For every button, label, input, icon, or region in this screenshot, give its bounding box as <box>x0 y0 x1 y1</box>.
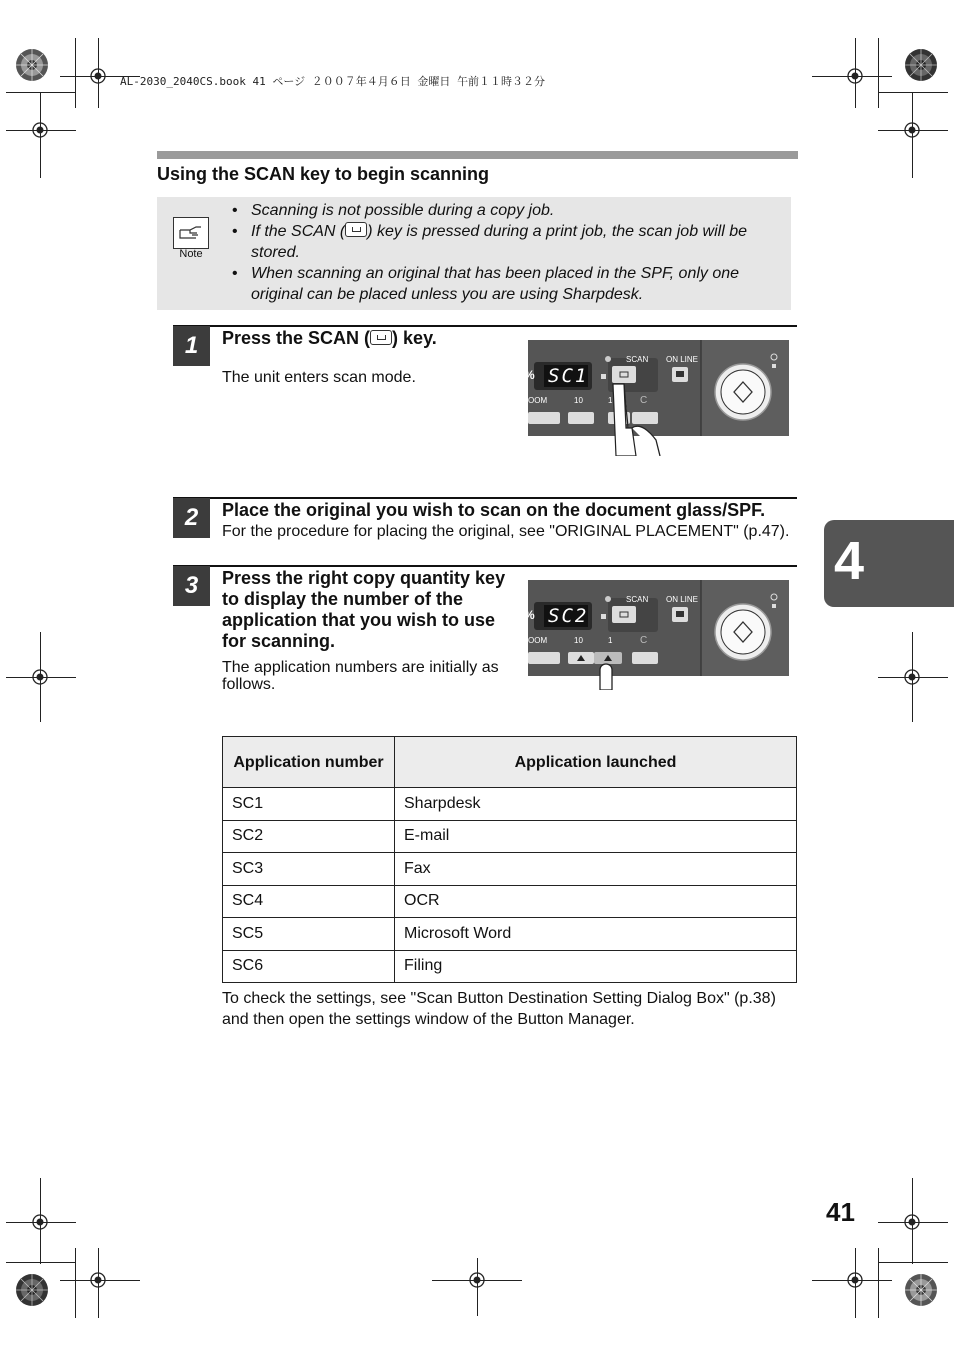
table-row <box>223 950 797 983</box>
registration-mark-icon <box>87 65 109 87</box>
step-3-title: Press the right copy quantity key to display the number of the application that you wish to use for scanning. <box>222 568 506 651</box>
page-number: 41 <box>826 1197 855 1227</box>
note-pointing-hand-icon <box>173 217 209 249</box>
table-cell: E-mail <box>395 820 797 853</box>
note-item: • Scanning is not possible during a copy job. <box>232 200 777 221</box>
operation-panel-scan-illustration: % SC1 SCAN ON LINE OOM 10 1 C <box>528 340 789 456</box>
table-row <box>223 885 797 918</box>
registration-mark-icon <box>844 65 866 87</box>
table-cell: Microsoft Word <box>395 918 797 951</box>
note-label: Note <box>179 248 203 260</box>
rosette-mark-icon <box>904 48 938 82</box>
registration-mark-icon <box>901 666 923 688</box>
step-1-text: The unit enters scan mode. <box>222 369 416 386</box>
step-3-number: 3 <box>173 566 210 606</box>
table-cell: Filing <box>395 950 797 983</box>
registration-mark-icon <box>29 119 51 141</box>
table-row <box>223 820 797 853</box>
registration-mark-icon <box>29 666 51 688</box>
section-title: Using the SCAN key to begin scanning <box>157 164 490 184</box>
scan-key-icon <box>345 222 367 237</box>
step-1-title: Press the SCAN ( ) key. <box>222 328 437 348</box>
scan-key-icon <box>370 330 392 345</box>
table-cell: SC6 <box>223 950 395 983</box>
step-2-rule <box>173 497 797 499</box>
note-list <box>232 200 777 305</box>
footnote-text: To check the settings, see "Scan Button Destination Setting Dialog Box" (p.38) and then open the settings window of the Button Manager. <box>222 990 776 1028</box>
column-header: Application number <box>223 737 395 788</box>
registration-mark-icon <box>901 119 923 141</box>
step-3-text: The application numbers are initially as follows. <box>222 659 499 693</box>
chapter-tab: 4 <box>824 520 954 607</box>
registration-mark-icon <box>466 1269 488 1291</box>
step-2-number: 2 <box>173 498 210 538</box>
column-header: Application launched <box>395 737 797 788</box>
rosette-mark-icon <box>15 48 49 82</box>
table-cell: Fax <box>395 853 797 886</box>
table-cell: SC4 <box>223 885 395 918</box>
operation-panel-quantity-illustration: % SC2 SCAN ON LINE OOM 10 1 C <box>528 580 789 690</box>
application-table <box>222 736 797 983</box>
table-cell: OCR <box>395 885 797 918</box>
print-header: AL-2030_2040CS.book 41 ページ ２００７年４月６日 金曜日 午前１１時３２分 <box>120 75 545 88</box>
registration-mark-icon <box>29 1211 51 1233</box>
table-cell: SC2 <box>223 820 395 853</box>
step-2-text: For the procedure for placing the original, see "ORIGINAL PLACEMENT" (p.47). <box>222 523 790 540</box>
table-row <box>223 853 797 886</box>
table-cell: SC1 <box>223 788 395 821</box>
table-cell: Sharpdesk <box>395 788 797 821</box>
display-readout: SC1 <box>548 365 589 387</box>
table-row <box>223 918 797 951</box>
table-header-row <box>223 737 797 788</box>
note-item: • If the SCAN ( ) key is pressed during a print job, the scan job will be stored. <box>232 221 777 263</box>
rosette-mark-icon <box>15 1273 49 1307</box>
section-bar <box>157 151 798 159</box>
rosette-mark-icon <box>904 1273 938 1307</box>
registration-mark-icon <box>87 1269 109 1291</box>
step-1-number: 1 <box>173 326 210 366</box>
table-cell: SC5 <box>223 918 395 951</box>
step-3-rule <box>173 565 797 567</box>
note-item: • When scanning an original that has been placed in the SPF, only one original can be placed unless you are using Sharpdesk. <box>232 263 777 305</box>
display-readout: SC2 <box>548 605 589 627</box>
table-row <box>223 788 797 821</box>
registration-mark-icon <box>844 1269 866 1291</box>
table-cell: SC3 <box>223 853 395 886</box>
step-2-title: Place the original you wish to scan on the document glass/SPF. <box>222 500 766 520</box>
step-1-rule <box>173 325 797 327</box>
registration-mark-icon <box>901 1211 923 1233</box>
